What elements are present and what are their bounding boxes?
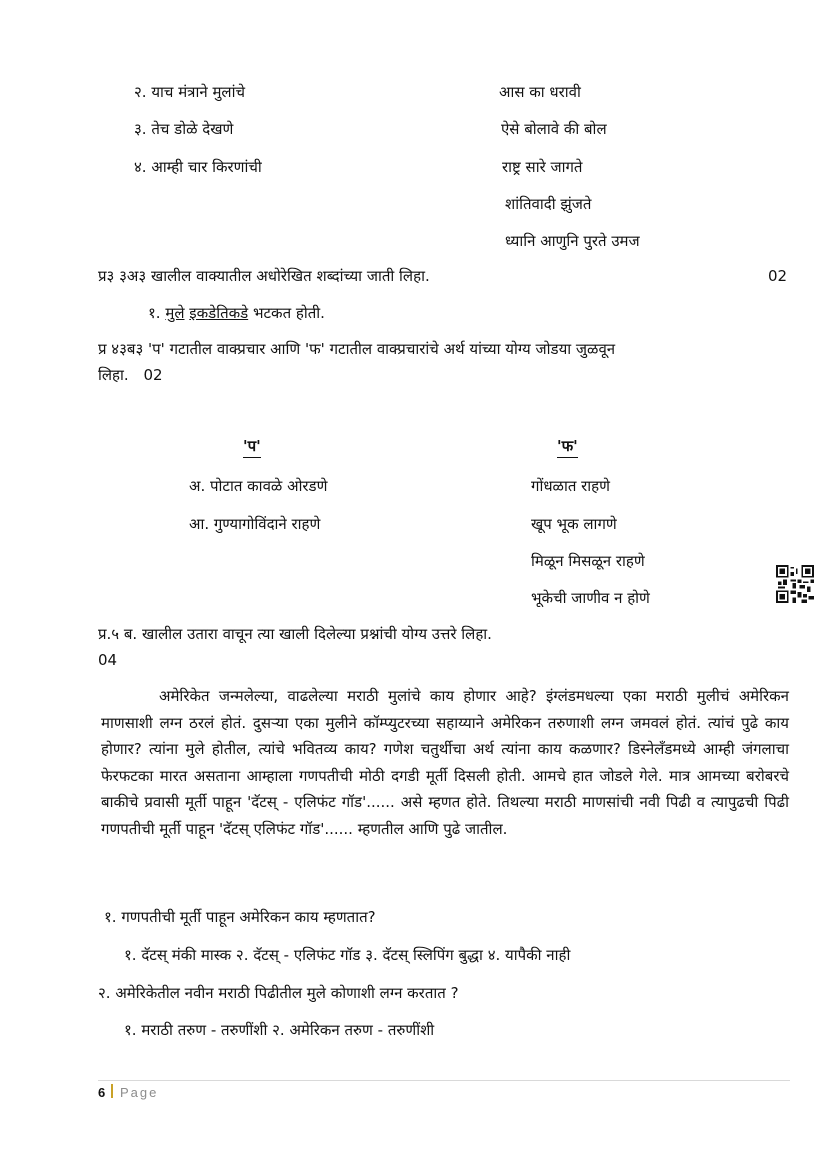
qr-code-icon (776, 565, 814, 603)
q5-heading: प्र.५ ब. खालील उतारा वाचून त्या खाली दिलेल्या प्रश्नांची योग्य उत्तरे लिहा. (98, 625, 492, 643)
right-item-1: आस का धरावी (499, 83, 581, 101)
passage-text: अमेरिकेत जन्मलेल्या, वाढलेल्या मराठी मुलांचे काय होणार आहे? इंग्लंडमधल्या एका मराठी मुलीचं अमेरिकन माणसाशी लग्न ठरलं होतं. दुसऱ्या एका मुलीने कॉम्प्युटरच्या सहाय्याने अमेरिकन तरुणाशी लग्न जमवलं होतं. त्यांचं पुढे काय होणार? त्यांना मुले होतील, त्यांचे भवितव्य काय? गणेश चतुर्थीचा अर्थ त्यांना काय कळणार? डिस्नेलँडमध्ये आम्ही जंगलाचा फेरफटका मारत असताना आम्हाला गणपतीची मोठी दगडी मूर्ती दिसली होती. आमचे हात जोडले गेले. मात्र आमच्या बरोबरचे बाकीचे प्रवासी मूर्ती पाहून 'दॅटस् - एलिफंट गॉड'...... असे म्हणत होते. तिथल्या मराठी माणसांची नवी पिढी व त्यापुढची पिढी गणपतीची मूर्ती पाहून 'दॅटस् एलिफंट गॉड'...... म्हणतील आणि पुढे जातील. (101, 687, 789, 838)
q4-line2-text: लिहा. (98, 366, 129, 384)
q3-sentence-rest: भटकत होती. (252, 304, 325, 322)
q3-text: खालील वाक्यातील अधोरेखित शब्दांच्या जाती लिहा. (150, 267, 430, 285)
q3-heading (98, 266, 430, 286)
q3-sentence (148, 303, 325, 323)
q3-sentence-no: १. (148, 304, 161, 322)
question-1-options: १. दॅटस् मंकी मास्क २. दॅटस् - एलिफंट गॉड ३. दॅटस् स्लिपिंग बुद्धा ४. यापैकी नाही (124, 946, 571, 964)
question-2: २. अमेरिकेतील नवीन मराठी पिढीतील मुले कोणाशी लग्न करतात ? (98, 984, 459, 1002)
left-item-3: ३. तेच डोळे देखणे (134, 120, 234, 138)
right-item-4: शांतिवादी झुंजते (505, 195, 592, 213)
q4-heading-line2 (98, 365, 163, 385)
q3-prefix: प्र३ ३अ३ (98, 267, 147, 285)
q3-underlined-word-2: इकडेतिकडे (189, 304, 249, 322)
passage (101, 683, 789, 842)
page-label: Page (120, 1085, 159, 1100)
column-heading-f: 'फ' (557, 437, 578, 458)
footer-divider (98, 1080, 790, 1081)
left-item-4: ४. आम्ही चार किरणांची (134, 158, 262, 176)
question-2-options: १. मराठी तरुण - तरुणींशी २. अमेरिकन तरुण - तरुणींशी (124, 1021, 435, 1039)
f-item-4: भूकेची जाणीव न होणे (531, 589, 650, 607)
page-number: 6 (98, 1085, 106, 1100)
column-heading-p: 'प' (243, 437, 261, 458)
question-1: १. गणपतीची मूर्ती पाहून अमेरिकन काय म्हणतात? (104, 908, 376, 926)
f-item-2: खूप भूक लागणे (531, 515, 617, 533)
footer-separator (111, 1084, 113, 1098)
q5-marks: 04 (98, 651, 118, 669)
right-item-2: ऐसे बोलावे की बोल (501, 120, 607, 138)
left-item-2: २. याच मंत्राने मुलांचे (134, 83, 245, 101)
p-item-a: अ. पोटात कावळे ओरडणे (189, 477, 328, 495)
q4-heading-line1: प्र ४३ब३ 'प' गटातील वाक्प्रचार आणि 'फ' गटातील वाक्प्रचारांचे अर्थ यांच्या योग्य जोडया जुळवून (98, 340, 616, 358)
f-item-3: मिळून मिसळून राहणे (531, 552, 645, 570)
f-item-1: गोंधळात राहणे (531, 477, 610, 495)
q3-marks: 02 (768, 267, 788, 285)
p-item-aa: आ. गुण्यागोविंदाने राहणे (189, 515, 321, 533)
right-item-3: राष्ट्र सारे जागते (502, 158, 583, 176)
right-item-5: ध्यानि आणुनि पुरते उमज (505, 232, 640, 250)
q3-underlined-word-1: मुले (165, 304, 185, 322)
q4-marks: 02 (143, 366, 163, 384)
